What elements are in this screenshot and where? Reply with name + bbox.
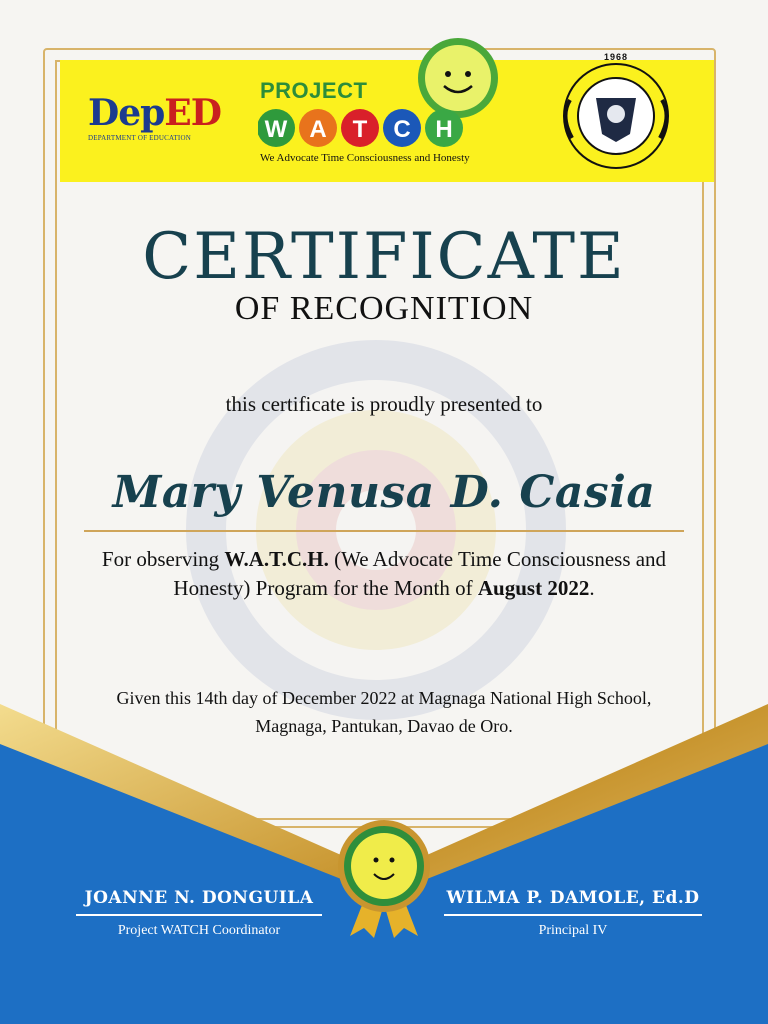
reason-month: August 2022 [477,576,590,600]
seal-graphic [550,52,682,174]
watch-logo-title: PROJECT [260,78,368,103]
organization-seal [550,52,682,174]
given-line: Given this 14th day of December 2022 at Magnaga National High School, Magnaga, Pantukan, Davao de Oro. [116,688,652,736]
signatory-right-name: WILMA P. DAMOLE, Ed.D [444,888,702,916]
deped-subtitle: DEPARTMENT OF EDUCATION [88,134,191,142]
deped-word-dep: Dep [88,92,165,134]
clock-eye-right-icon [465,71,471,77]
project-watch-logo [258,36,520,170]
watch-logo-tagline: We Advocate Time Consciousness and Honesty [260,152,470,164]
signatory-left [76,888,322,939]
reason-suffix: . [589,576,595,600]
emblem-icon [607,105,625,123]
presented-line: this certificate is proudly presented to [225,392,543,416]
watch-letter: T [352,116,368,143]
reason-prefix: For observing [101,547,225,571]
medal-eye-right-icon [390,858,395,863]
deped-logo [88,92,228,142]
reason-middle: (We Advocate Time Consciousness and Honesty) Program for the Month of [173,547,667,600]
watch-medal-badge [336,818,432,942]
signatory-left-name: JOANNE N. DONGUILA [76,888,322,916]
signatory-right [444,888,702,939]
medal-eye-left-icon [374,858,379,863]
certificate-title: CERTIFICATE [142,220,626,294]
certificate-subtitle: OF RECOGNITION [234,290,534,327]
medal-clock-face [351,833,417,899]
signatory-right-title: Principal IV [538,923,608,938]
signatory-left-title: Project WATCH Coordinator [117,923,281,938]
watch-logo-graphic [258,36,520,170]
recipient-name: Mary Venusa D. Casia [112,467,656,518]
watch-clock-face [425,45,491,111]
watch-letter: H [435,116,453,143]
watch-letter: C [393,116,411,143]
seal-year: 1968 [603,52,629,62]
recognition-reason [90,545,678,603]
clock-eye-left-icon [445,71,451,77]
watch-letter: W [264,116,288,143]
watch-letter: A [309,116,327,143]
deped-wordmark [88,92,221,134]
reason-acronym: W.A.T.C.H. [224,547,329,571]
recipient-underline [84,530,684,532]
deped-word-ed: ED [164,92,221,134]
